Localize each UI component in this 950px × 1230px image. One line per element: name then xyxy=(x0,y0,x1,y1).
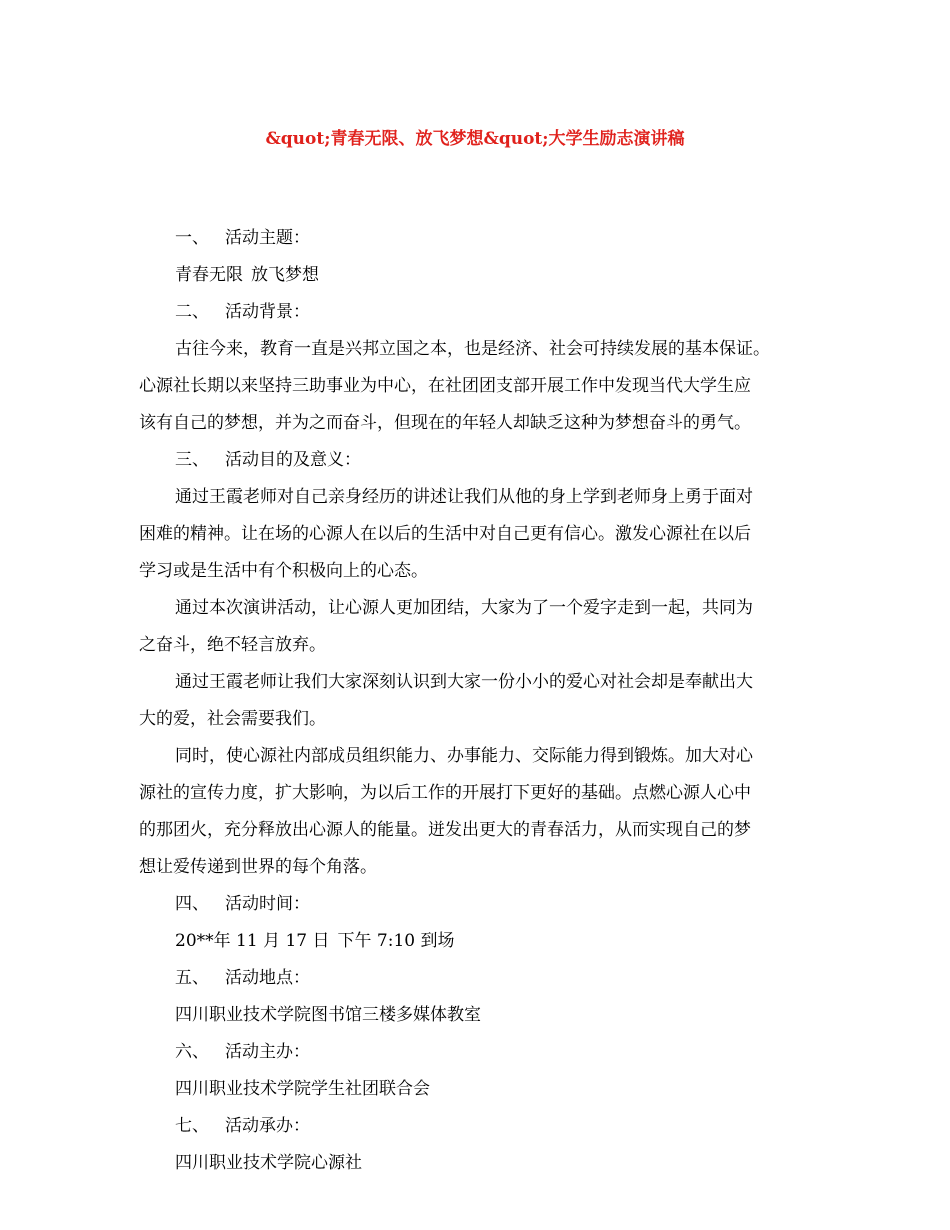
event-time: 下午 7:10 到场 xyxy=(337,931,455,951)
section-heading-7 xyxy=(139,1108,819,1145)
section-heading-text: 活动背景： xyxy=(225,302,310,322)
section-heading-text: 活动地点： xyxy=(225,968,310,988)
co-organizer-line: 四川职业技术学院心源社 xyxy=(175,1153,362,1173)
section-number: 四、 xyxy=(175,894,209,914)
paragraph-line: 大的爱，社会需要我们。 xyxy=(139,709,326,729)
section-heading-1 xyxy=(139,220,819,257)
paragraph-line: 该有自己的梦想，并为之而奋斗，但现在的年轻人却缺乏这种为梦想奋斗的勇气。 xyxy=(139,413,751,433)
location-line: 四川职业技术学院图书馆三楼多媒体教室 xyxy=(175,1005,481,1025)
paragraph-line: 想让爱传递到世界的每个角落。 xyxy=(139,857,377,877)
theme-line xyxy=(139,257,819,294)
paragraph-line: 古往今来，教育一直是兴邦立国之本，也是经济、社会可持续发展的基本保证。 xyxy=(175,339,770,359)
paragraph-line: 源社的宣传力度，扩大影响，为以后工作的开展打下更好的基础。点燃心源人心中 xyxy=(139,783,751,803)
organizer-line: 四川职业技术学院学生社团联合会 xyxy=(175,1079,430,1099)
paragraph-line: 的那团火，充分释放出心源人的能量。迸发出更大的青春活力，从而实现自己的梦 xyxy=(139,820,751,840)
section-number: 三、 xyxy=(175,450,209,470)
paragraph-line: 之奋斗，绝不轻言放弃。 xyxy=(139,635,326,655)
paragraph-line: 通过王霞老师让我们大家深刻认识到大家一份小小的爱心对社会却是奉献出大 xyxy=(175,672,753,692)
theme-part-1: 青春无限 xyxy=(175,265,243,285)
paragraph-line: 同时，使心源社内部成员组织能力、办事能力、交际能力得到锻炼。加大对心 xyxy=(175,746,753,766)
section-heading-5 xyxy=(139,960,819,997)
event-date: 20**年 11 月 17 日 xyxy=(175,931,330,951)
section-number: 五、 xyxy=(175,968,209,988)
time-line xyxy=(139,923,819,960)
paragraph-line: 通过王霞老师对自己亲身经历的讲述让我们从他的身上学到老师身上勇于面对 xyxy=(175,487,753,507)
paragraph-line: 学习或是生活中有个积极向上的心态。 xyxy=(139,561,428,581)
document-title: &quot;青春无限、放飞梦想&quot;大学生励志演讲稿 xyxy=(265,129,685,149)
section-heading-6 xyxy=(139,1034,819,1071)
section-heading-4 xyxy=(139,886,819,923)
section-heading-text: 活动时间： xyxy=(225,894,310,914)
paragraph-line: 心源社长期以来坚持三助事业为中心，在社团团支部开展工作中发现当代大学生应 xyxy=(139,376,751,396)
section-heading-3 xyxy=(139,442,819,479)
section-number: 六、 xyxy=(175,1042,209,1062)
theme-part-2: 放飞梦想 xyxy=(251,265,319,285)
document-body xyxy=(139,220,819,1182)
section-number: 七、 xyxy=(175,1116,209,1136)
section-heading-text: 活动主题： xyxy=(225,228,310,248)
paragraph-line: 困难的精神。让在场的心源人在以后的生活中对自己更有信心。激发心源社在以后 xyxy=(139,524,751,544)
section-heading-text: 活动主办： xyxy=(225,1042,310,1062)
paragraph-line: 通过本次演讲活动，让心源人更加团结，大家为了一个爱字走到一起，共同为 xyxy=(175,598,753,618)
section-heading-text: 活动承办： xyxy=(225,1116,310,1136)
section-heading-2 xyxy=(139,294,819,331)
section-number: 一、 xyxy=(175,228,209,248)
section-number: 二、 xyxy=(175,302,209,322)
section-heading-text: 活动目的及意义： xyxy=(225,450,361,470)
